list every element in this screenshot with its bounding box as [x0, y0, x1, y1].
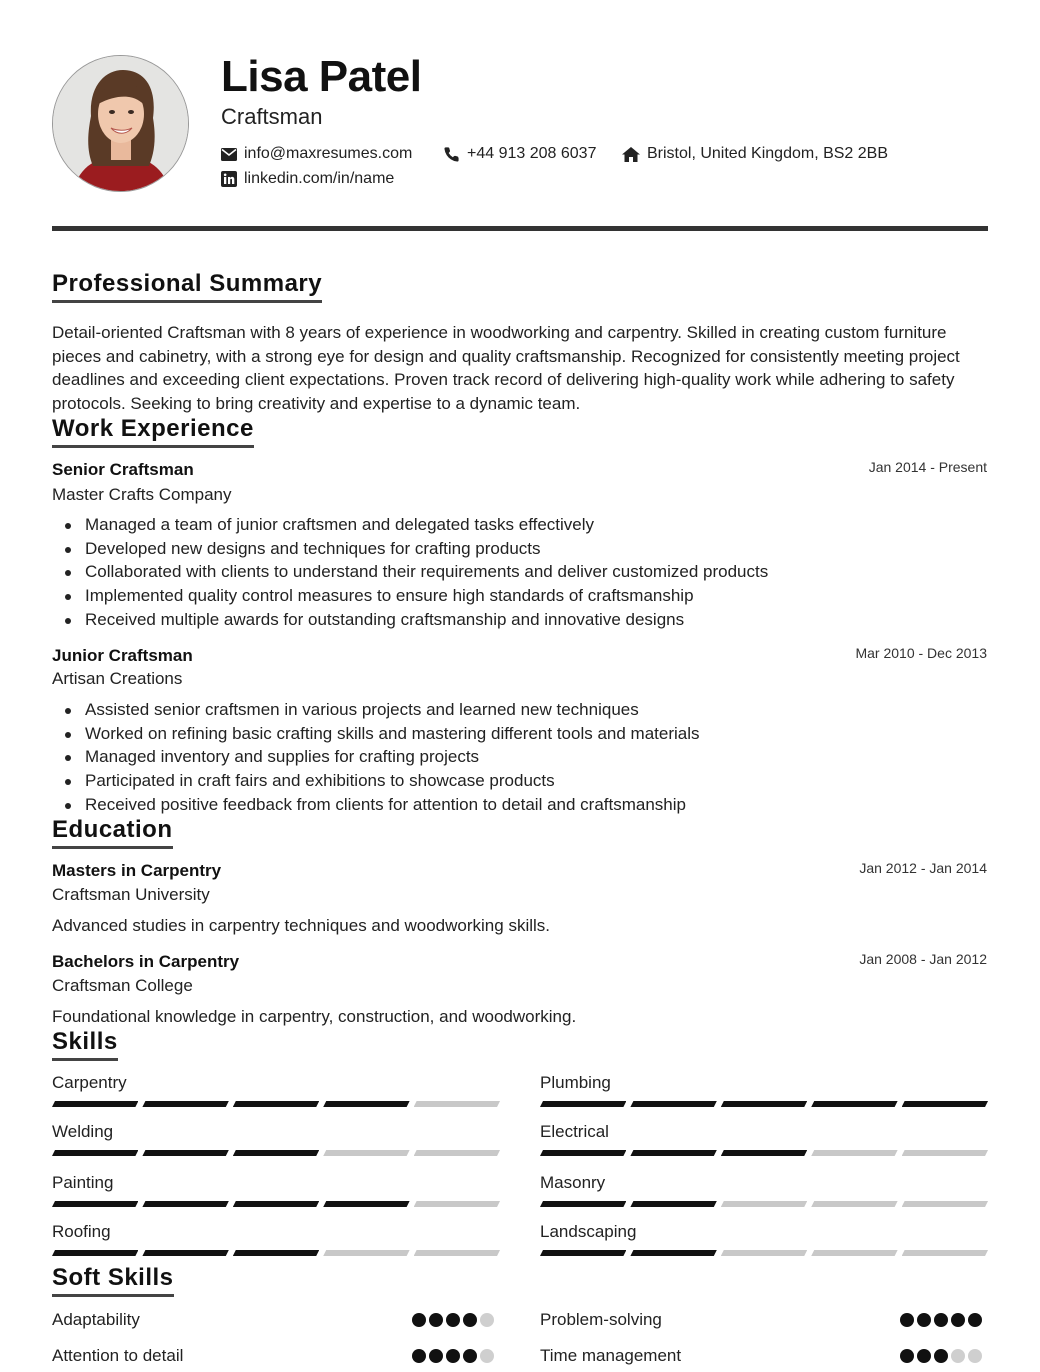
skill-level-segment: [52, 1250, 138, 1256]
contact-linkedin[interactable]: [221, 170, 394, 188]
skill-name: Landscaping: [540, 1222, 637, 1241]
skill-level-segment: [414, 1201, 500, 1207]
skill-level-segment: [323, 1101, 409, 1107]
skill-name: Carpentry: [52, 1073, 127, 1092]
degree-title: Bachelors in Carpentry: [52, 952, 240, 971]
skill-level-segment: [233, 1201, 319, 1207]
soft-skills-heading: Soft Skills: [52, 1264, 174, 1297]
skill-level-bar: [540, 1101, 988, 1107]
soft-skill-rating: [900, 1349, 982, 1363]
skill-level-segment: [142, 1150, 228, 1156]
list-item: Collaborated with clients to understand their requirements and deliver customized products: [52, 560, 988, 584]
candidate-name: Lisa Patel: [221, 52, 422, 101]
list-item: Participated in craft fairs and exhibitions to showcase products: [52, 769, 988, 793]
email-text: info@maxresumes.com: [244, 145, 413, 162]
skill-level-segment: [323, 1201, 409, 1207]
skill-level-segment: [414, 1250, 500, 1256]
rating-dot: [480, 1349, 494, 1363]
list-item: Received positive feedback from clients for attention to detail and craftsmanship: [52, 793, 988, 817]
contact-email[interactable]: [221, 145, 412, 163]
skill-level-segment: [323, 1250, 409, 1256]
rating-dot: [934, 1313, 948, 1327]
skill-name: Roofing: [52, 1222, 111, 1241]
profile-photo-icon: [53, 56, 189, 192]
skill-level-segment: [52, 1150, 138, 1156]
skill-level-segment: [721, 1150, 807, 1156]
soft-skill-name: Time management: [540, 1346, 682, 1365]
skill-level-segment: [540, 1250, 626, 1256]
skill-level-segment: [902, 1101, 988, 1107]
skill-level-bar: [52, 1101, 500, 1107]
list-item: Managed a team of junior craftsmen and delegated tasks effectively: [52, 513, 988, 537]
education-heading: Education: [52, 816, 173, 849]
skill-level-segment: [811, 1101, 897, 1107]
skill-level-segment: [414, 1150, 500, 1156]
skill-level-segment: [811, 1150, 897, 1156]
contact-location: [622, 145, 888, 163]
location-text: Bristol, United Kingdom, BS2 2BB: [647, 145, 889, 162]
rating-dot: [429, 1313, 443, 1327]
job-dates: Jan 2014 - Present: [868, 459, 987, 475]
summary-heading: Professional Summary: [52, 270, 322, 303]
rating-dot: [917, 1313, 931, 1327]
rating-dot: [900, 1313, 914, 1327]
list-item: Assisted senior craftsmen in various projects and learned new techniques: [52, 698, 988, 722]
skill-level-segment: [233, 1250, 319, 1256]
skill-level-segment: [902, 1250, 988, 1256]
degree-description: Advanced studies in carpentry techniques and woodworking skills.: [52, 916, 550, 935]
skill-level-segment: [540, 1201, 626, 1207]
list-item: Implemented quality control measures to ensure high standards of craftsmanship: [52, 584, 988, 608]
skill-level-segment: [902, 1150, 988, 1156]
skill-level-segment: [142, 1101, 228, 1107]
degree-dates: Jan 2012 - Jan 2014: [859, 860, 987, 876]
skill-level-segment: [721, 1201, 807, 1207]
skill-level-segment: [52, 1101, 138, 1107]
job-company: Master Crafts Company: [52, 485, 232, 504]
skill-level-bar: [52, 1150, 500, 1156]
envelope-icon: [221, 148, 237, 161]
skill-name: Plumbing: [540, 1073, 611, 1092]
rating-dot: [412, 1313, 426, 1327]
school-name: Craftsman College: [52, 976, 193, 995]
rating-dot: [446, 1349, 460, 1363]
skill-level-segment: [811, 1201, 897, 1207]
list-item: Worked on refining basic crafting skills and mastering different tools and materials: [52, 722, 988, 746]
rating-dot: [463, 1313, 477, 1327]
skill-level-segment: [142, 1201, 228, 1207]
skill-level-segment: [233, 1150, 319, 1156]
job-dates: Mar 2010 - Dec 2013: [855, 645, 987, 661]
skill-level-segment: [811, 1250, 897, 1256]
skill-name: Painting: [52, 1173, 114, 1192]
soft-skill-name: Attention to detail: [52, 1346, 184, 1365]
soft-skill-name: Problem-solving: [540, 1310, 662, 1329]
skill-level-bar: [540, 1150, 988, 1156]
rating-dot: [429, 1349, 443, 1363]
contact-phone[interactable]: [443, 145, 596, 163]
rating-dot: [968, 1313, 982, 1327]
skill-level-segment: [52, 1201, 138, 1207]
skill-level-segment: [630, 1101, 716, 1107]
phone-icon: [443, 146, 460, 163]
skill-level-segment: [540, 1101, 626, 1107]
job-bullets: [52, 513, 988, 632]
degree-description: Foundational knowledge in carpentry, construction, and woodworking.: [52, 1007, 577, 1026]
skill-level-segment: [323, 1150, 409, 1156]
skill-name: Electrical: [540, 1122, 609, 1141]
job-bullets: [52, 698, 988, 817]
summary-text: Detail-oriented Craftsman with 8 years of experience in woodworking and carpentry. Skilled in creating custom furniture pieces and cabinetry, with a strong eye for design and quality craftsmanship. Recognized for consistently meeting project deadlines and exceeding client expectations. Proven track record of delivering high-quality work while adhering to safety protocols. Seeking to bring creativity and expertise to a dynamic team.: [52, 323, 960, 413]
job-title: Junior Craftsman: [52, 646, 193, 665]
skill-level-segment: [630, 1201, 716, 1207]
rating-dot: [951, 1349, 965, 1363]
linkedin-icon: [221, 171, 237, 187]
rating-dot: [412, 1349, 426, 1363]
skill-level-segment: [721, 1250, 807, 1256]
phone-text: +44 913 208 6037: [467, 145, 597, 162]
skill-level-segment: [233, 1101, 319, 1107]
degree-dates: Jan 2008 - Jan 2012: [859, 951, 987, 967]
list-item: Received multiple awards for outstanding craftsmanship and innovative designs: [52, 608, 988, 632]
list-item: Developed new designs and techniques for crafting products: [52, 537, 988, 561]
candidate-title: Craftsman: [221, 104, 323, 129]
skill-name: Welding: [52, 1122, 114, 1141]
job-title: Senior Craftsman: [52, 460, 194, 479]
job-company: Artisan Creations: [52, 669, 183, 688]
skill-level-segment: [540, 1150, 626, 1156]
soft-skill-rating: [412, 1313, 494, 1327]
soft-skill-name: Adaptability: [52, 1310, 140, 1329]
soft-skill-rating: [412, 1349, 494, 1363]
avatar: [52, 55, 189, 192]
skill-level-segment: [630, 1150, 716, 1156]
rating-dot: [480, 1313, 494, 1327]
rating-dot: [900, 1349, 914, 1363]
linkedin-text: linkedin.com/in/name: [244, 170, 395, 187]
rating-dot: [446, 1313, 460, 1327]
skill-level-bar: [52, 1201, 500, 1207]
home-icon: [622, 147, 640, 162]
school-name: Craftsman University: [52, 885, 210, 904]
skill-level-bar: [540, 1250, 988, 1256]
skill-level-segment: [721, 1101, 807, 1107]
list-item: Managed inventory and supplies for crafting projects: [52, 745, 988, 769]
rating-dot: [968, 1349, 982, 1363]
header-divider: [52, 226, 988, 231]
rating-dot: [917, 1349, 931, 1363]
rating-dot: [951, 1313, 965, 1327]
skill-level-segment: [142, 1250, 228, 1256]
skill-level-bar: [540, 1201, 988, 1207]
skills-heading: Skills: [52, 1028, 118, 1061]
skill-level-bar: [52, 1250, 500, 1256]
rating-dot: [463, 1349, 477, 1363]
skill-name: Masonry: [540, 1173, 606, 1192]
skill-level-segment: [414, 1101, 500, 1107]
soft-skill-rating: [900, 1313, 982, 1327]
rating-dot: [934, 1349, 948, 1363]
experience-heading: Work Experience: [52, 415, 254, 448]
skill-level-segment: [902, 1201, 988, 1207]
resume-header: [0, 0, 1040, 240]
skill-level-segment: [630, 1250, 716, 1256]
degree-title: Masters in Carpentry: [52, 861, 222, 880]
